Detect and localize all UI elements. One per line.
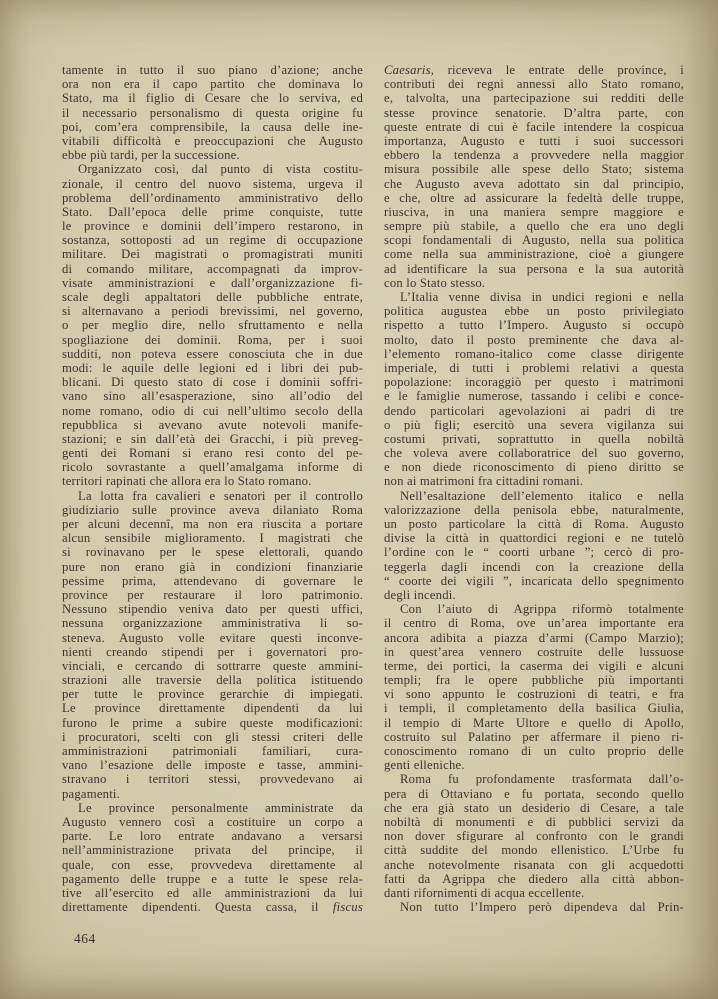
text-column-right: [384, 63, 684, 914]
text-line: conoscimento romano di un culto proprio delle: [384, 744, 684, 758]
text-line: nome romano, odio di cui nell’ultimo secolo della: [62, 403, 363, 418]
text-line: e che, oltre ad assicurare la fedeltà delle truppe,: [384, 190, 684, 205]
text-line: amministrazioni patrimoniali familiari, cura-: [62, 744, 363, 758]
text-line: “ coorte dei vigili ”, incaricata dello spegnimento: [384, 573, 684, 588]
text-line: scopi fondamentali di Augusto, nella sua politica: [384, 233, 684, 248]
text-line: i templi, il completamento della basilica Giulia,: [384, 701, 684, 716]
text-line: pessime prima, attendevano di governare le: [62, 573, 363, 588]
text-line: problema dell’ordinamento amministrativo dello: [62, 190, 363, 205]
paragraph: [384, 290, 684, 489]
paragraph: [384, 772, 684, 900]
text-line: Nessuno stipendio veniva dato per questi uffici,: [62, 602, 363, 617]
text-line: e, talvolta, una partecipazione sui redditi delle: [384, 91, 684, 106]
text-line: Le province personalmente amministrate da: [78, 800, 363, 815]
text-line: politica augustea ebbe un posto privilegiato: [384, 304, 684, 319]
text-line: La lotta fra cavalieri e senatori per il controllo: [78, 488, 363, 503]
text-line: che voleva avere collaboratrice del suo governo,: [384, 446, 684, 461]
text-line: nienti creando stipendi per i governatori pro-: [62, 644, 363, 659]
text-line: spogliazione dei dominii. Roma, per i suoi: [62, 332, 363, 347]
text-line: le province e dominii dell’impero restarono, in: [62, 219, 363, 234]
text-line: di comando militare, accompagnati da improv-: [62, 261, 363, 276]
text-line: riusciva, in una maniera sempre maggiore e: [384, 204, 684, 219]
text-line: costruito sul Palatino per affermare il pieno ri-: [384, 729, 684, 744]
text-line: e non diede riconoscimento di pieno diritto se: [384, 460, 684, 475]
text-line: ad identificare la sua persona e la sua autorità: [384, 261, 684, 276]
text-line: che Augusto aveva adottato sin dal principio,: [384, 176, 684, 191]
text-line: il tempio di Marte Ultore e quello di Apollo,: [384, 715, 684, 730]
text-line: strazioni alle traversie della politica istituendo: [62, 673, 363, 688]
text-line: Nell’esaltazione dell’elemento italico e nella: [400, 488, 684, 503]
text-line: L’Italia venne divisa in undici regioni e nella: [400, 290, 684, 304]
text-line: territori rapinati che allora era lo Stato romano.: [62, 474, 312, 489]
text-line: degli incendi.: [384, 587, 456, 602]
text-line: vitabili difficoltà e preoccupazioni che Augusto: [62, 133, 363, 148]
text-line: Organizzato così, dal punto di vista costitu-: [78, 162, 363, 177]
text-line: vano l’esazione delle imposte e tasse, ammini-: [62, 758, 363, 773]
text-line: sudditi, non poteva essere conosciuta che in due: [62, 346, 363, 361]
text-line: in quest’area vennero costruite delle lussuose: [384, 644, 684, 659]
text-line: genti dei Romani si erano resi conto del pe-: [62, 446, 363, 461]
text-line: nessuna organizzazione amministrativa li so-: [62, 616, 363, 631]
text-line: costumi privati, soprattutto in quella nobiltà: [384, 431, 684, 446]
page-number: 464: [74, 931, 96, 946]
text-line: ebbero la tendenza a provvedere nella maggior: [384, 148, 684, 163]
text-line: sostanza, sottoposti ad un regime di occupazione: [62, 233, 363, 248]
text-line: dendo particolari agevolazioni ai padri di tre: [384, 403, 684, 418]
text-line: come nella sua amministrazione, cioè a giungere: [384, 247, 684, 262]
text-line: il centro di Roma, ove un’area importante era: [384, 616, 684, 631]
text-line: non dover sfigurare al confronto con le grandi: [384, 829, 684, 844]
text-line: l’ordine con le “ coorti urbane ”; cercò di pro-: [384, 545, 684, 560]
text-line: zionale, il centro del nuovo sistema, urgeva il: [62, 176, 363, 191]
text-line: Le province direttamente dipendenti da lui: [62, 701, 363, 716]
text-line: imperiale, di tutti i problemi relativi a questa: [384, 360, 684, 375]
text-line: stravano i territori stessi, provvedevano ai: [62, 772, 363, 787]
paragraph: [384, 63, 684, 290]
text-line: Roma fu profondamente trasformata dall’o-: [400, 772, 684, 787]
text-line: Caesaris, riceveva le entrate delle province, i: [384, 63, 684, 77]
text-line: ricolo sovrastante a quell’amalgama informe di: [62, 460, 363, 475]
text-line: Con l’aiuto di Agrippa riformò totalmente: [400, 602, 684, 617]
text-line: con lo Stato stesso.: [384, 275, 486, 290]
paragraph: [384, 602, 684, 772]
text-line: parte. Le loro entrate andavano a versarsi: [62, 829, 363, 844]
text-line: importanza, Augusto e tutti i suoi successori: [384, 133, 684, 148]
text-line: pagamento delle truppe e a tutte le spese rela-: [62, 871, 363, 886]
paragraph: [384, 489, 684, 603]
text-line: nell’amministrazione privata del principe, il: [62, 843, 363, 858]
text-line: alcun sensibile miglioramento. I magistrati che: [62, 531, 363, 546]
text-line: ora non era il capo partito che dominava lo: [62, 77, 363, 92]
text-line: repubblica si avevano avute notevoli manife-: [62, 417, 363, 432]
text-line: sempre più stabile, a quello che era uno degli: [384, 219, 684, 234]
text-line: rispetto a tutto l’Impero. Augusto si occupò: [384, 318, 684, 333]
text-line: vi sono appunto le costruzioni di teatri, e fra: [384, 687, 684, 702]
text-line: o per meglio dire, nello sfruttamento e nella: [62, 318, 363, 333]
text-line: nobiltà di monumenti e di pubblici servizi da: [384, 814, 684, 829]
text-line: templi; fra le opere pubbliche più importanti: [384, 673, 684, 688]
text-line: popolazione: incoraggiò per questo i matrimoni: [384, 375, 684, 390]
text-line: vano sino all’esasperazione, sino all’odio del: [62, 389, 363, 404]
text-line: danti rifornimenti di acqua eccellente.: [384, 885, 585, 900]
text-line: furono le prime a subire queste modificazioni:: [62, 715, 363, 730]
text-line: anche notevolmente risanata con gli acquedotti: [384, 857, 684, 872]
text-line: il necessario personalismo di questa origine fu: [62, 105, 363, 120]
text-line: misura possibile alle spese dello Stato; sistema: [384, 162, 684, 177]
text-line: steneva. Augusto volle evitare questi inconve-: [62, 630, 363, 645]
text-line: l’elemento romano-italico come classe dirigente: [384, 346, 684, 361]
text-line: blicani. Di questo stato di cose i dominii soffri-: [62, 375, 363, 390]
text-line: un posto particolare la città di Roma. Augusto: [384, 517, 684, 531]
text-line: pagamenti.: [62, 786, 121, 801]
text-line: modi: le aquile delle legioni ed i libri dei pub-: [62, 360, 363, 375]
text-line: stazioni; e sin dall’età dei Gracchi, i più preveg-: [62, 431, 363, 446]
text-line: per alcuni decennî, ma non era riuscita a portare: [62, 517, 363, 531]
text-line: Non tutto l’Impero però dipendeva dal Prin-: [400, 900, 684, 915]
text-line: poi, com’era comprensibile, la causa delle ine-: [62, 119, 363, 134]
text-line: o più figli; esercitò una severa vigilanza sui: [384, 417, 684, 432]
text-line: quale, con esse, provvedeva direttamente al: [62, 857, 363, 872]
text-line: pera di Ottaviano e fu portata, secondo quello: [384, 786, 684, 801]
text-column-left: [62, 63, 363, 914]
paragraph: [62, 489, 363, 801]
text-line: contributi dei regni annessi allo Stato romano,: [384, 77, 684, 92]
text-line: valorizzazione della penisola ebbe, naturalmente,: [384, 502, 684, 517]
paragraph: [62, 162, 363, 488]
text-line: province per restaurare il loro patrimonio.: [62, 587, 363, 602]
text-line: militare. Dei magistrati o promagistrati muniti: [62, 247, 363, 262]
text-line: Stato, ma il figlio di Cesare che lo serviva, ed: [62, 91, 363, 106]
text-line: ebbe più tardi, per la successione.: [62, 148, 240, 163]
text-line: si rovinavano per le spese elettorali, quando: [62, 545, 363, 560]
text-line: Stato. Dall’epoca delle prime conquiste, tutte: [62, 204, 363, 219]
text-line: divise la città in quattordici regioni e ne tutelò: [384, 531, 684, 546]
text-line: che era già stato un desiderio di Cesare, a tale: [384, 800, 684, 815]
text-line: ancora adibita a piazza d’armi (Campo Marzio);: [384, 630, 684, 645]
paragraph: [62, 801, 363, 915]
text-line: pure non erano già in condizioni finanziarie: [62, 559, 363, 574]
text-line: Augusto vennero così a costituire un corpo a: [62, 814, 363, 829]
paragraph: [62, 63, 363, 162]
text-line: scale degli appaltatori delle pubbliche entrate,: [62, 290, 363, 304]
text-line: si alternavano a periodi brevissimi, nel governo,: [62, 304, 363, 319]
text-line: giudiziario sulle province aveva dilaniato Roma: [62, 502, 363, 517]
text-line: città suddite del mondo ellenistico. L’Urbe fu: [384, 843, 684, 858]
text-line: vinciali, e cercando di sottrarre queste ammini-: [62, 658, 363, 673]
text-line: e le famiglie numerose, tassando i celibi e conce-: [384, 389, 684, 404]
text-line: fatti da Agrippa che diedero alla città abbon-: [384, 871, 684, 886]
text-line: tamente in tutto il suo piano d’azione; anche: [62, 63, 363, 77]
text-line: genti elleniche.: [384, 758, 465, 773]
text-line: direttamente dipendenti. Questa cassa, il fiscus: [62, 900, 363, 915]
paragraph: [384, 900, 684, 914]
text-line: teggerla dagli incendi con la creazione della: [384, 559, 684, 574]
text-line: non ai matrimoni fra cittadini romani.: [384, 474, 584, 489]
text-line: terme, dei portici, la caserma dei vigili e alcuni: [384, 658, 684, 673]
text-line: per tutte le province gerarchie di impiegati.: [62, 687, 363, 702]
text-line: visate amministrazioni e dall’organizzazione fi-: [62, 275, 363, 290]
text-line: tive all’esercito ed alle amministrazioni da lui: [62, 885, 363, 900]
text-line: i procuratori, scelti con gli stessi criteri delle: [62, 729, 363, 744]
text-line: queste entrate di cui è facile intendere la cospicua: [384, 119, 684, 134]
text-line: stesse province senatorie. D’altra parte, con: [384, 105, 684, 120]
text-line: molto, dato il posto preminente che dava al-: [384, 332, 684, 347]
